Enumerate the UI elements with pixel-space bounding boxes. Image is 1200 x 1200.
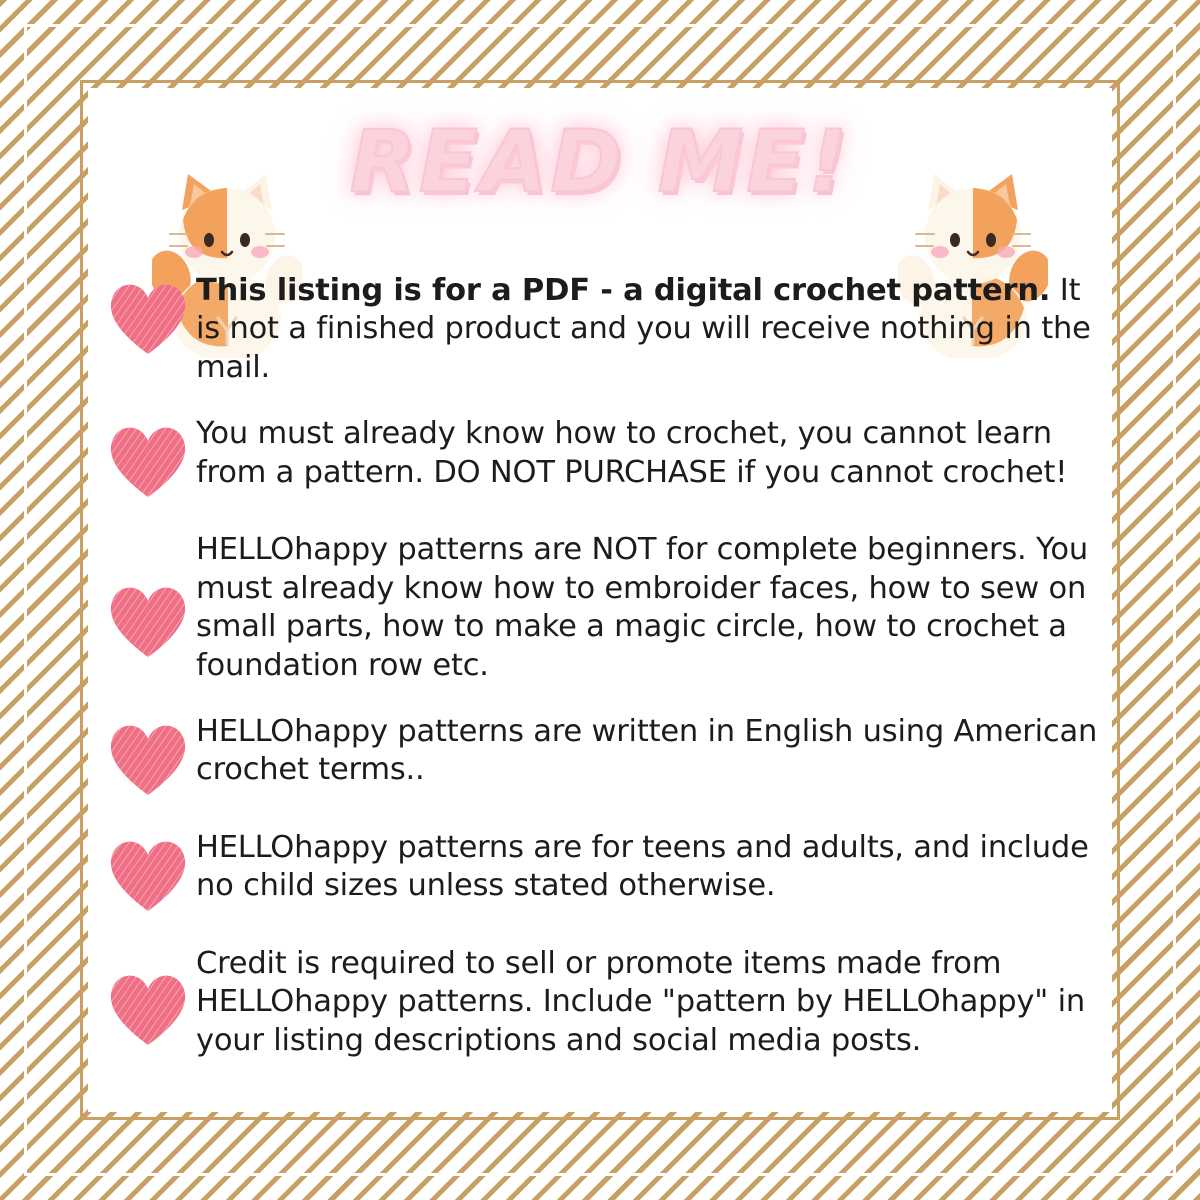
heart-icon bbox=[100, 417, 196, 503]
list-item-text: You must already know how to crochet, you cannot learn from a pattern. DO NOT PURCHASE if you cannot crochet! bbox=[196, 416, 1068, 490]
heart-icon bbox=[100, 715, 196, 801]
list-item bbox=[100, 413, 1100, 503]
list-item-text bbox=[196, 270, 1100, 387]
list-item bbox=[100, 711, 1100, 801]
heart-icon bbox=[100, 274, 196, 360]
heart-icon bbox=[100, 965, 196, 1051]
list-item bbox=[100, 529, 1100, 685]
list-item-text: HELLOhappy patterns are NOT for complete beginners. You must already know how to embroider faces, how to sew on small parts, how to make a magic circle, how to crochet a foundation row etc. bbox=[196, 532, 1088, 683]
title-row bbox=[100, 84, 1100, 244]
document-content bbox=[100, 84, 1100, 1108]
page-title: READ ME! bbox=[349, 112, 851, 212]
notice-list bbox=[100, 270, 1100, 1086]
list-item-text: HELLOhappy patterns are written in English using American crochet terms.. bbox=[196, 713, 1098, 788]
list-item-lead: This listing is for a PDF - a digital crochet pattern. bbox=[196, 273, 1051, 308]
list-item-text: HELLOhappy patterns are for teens and adults, and include no child sizes unless stated otherwise. bbox=[196, 829, 1089, 904]
list-item bbox=[100, 943, 1100, 1060]
list-item bbox=[100, 270, 1100, 387]
list-item-text: Credit is required to sell or promote items made from HELLOhappy patterns. Include "pattern by HELLOhappy" in your listing descriptions and social media posts. bbox=[196, 945, 1085, 1058]
list-item-body: It is not a finished product and you will receive nothing in the mail. bbox=[196, 273, 1091, 385]
heart-icon bbox=[100, 577, 196, 663]
list-item bbox=[100, 827, 1100, 917]
heart-icon bbox=[100, 831, 196, 917]
